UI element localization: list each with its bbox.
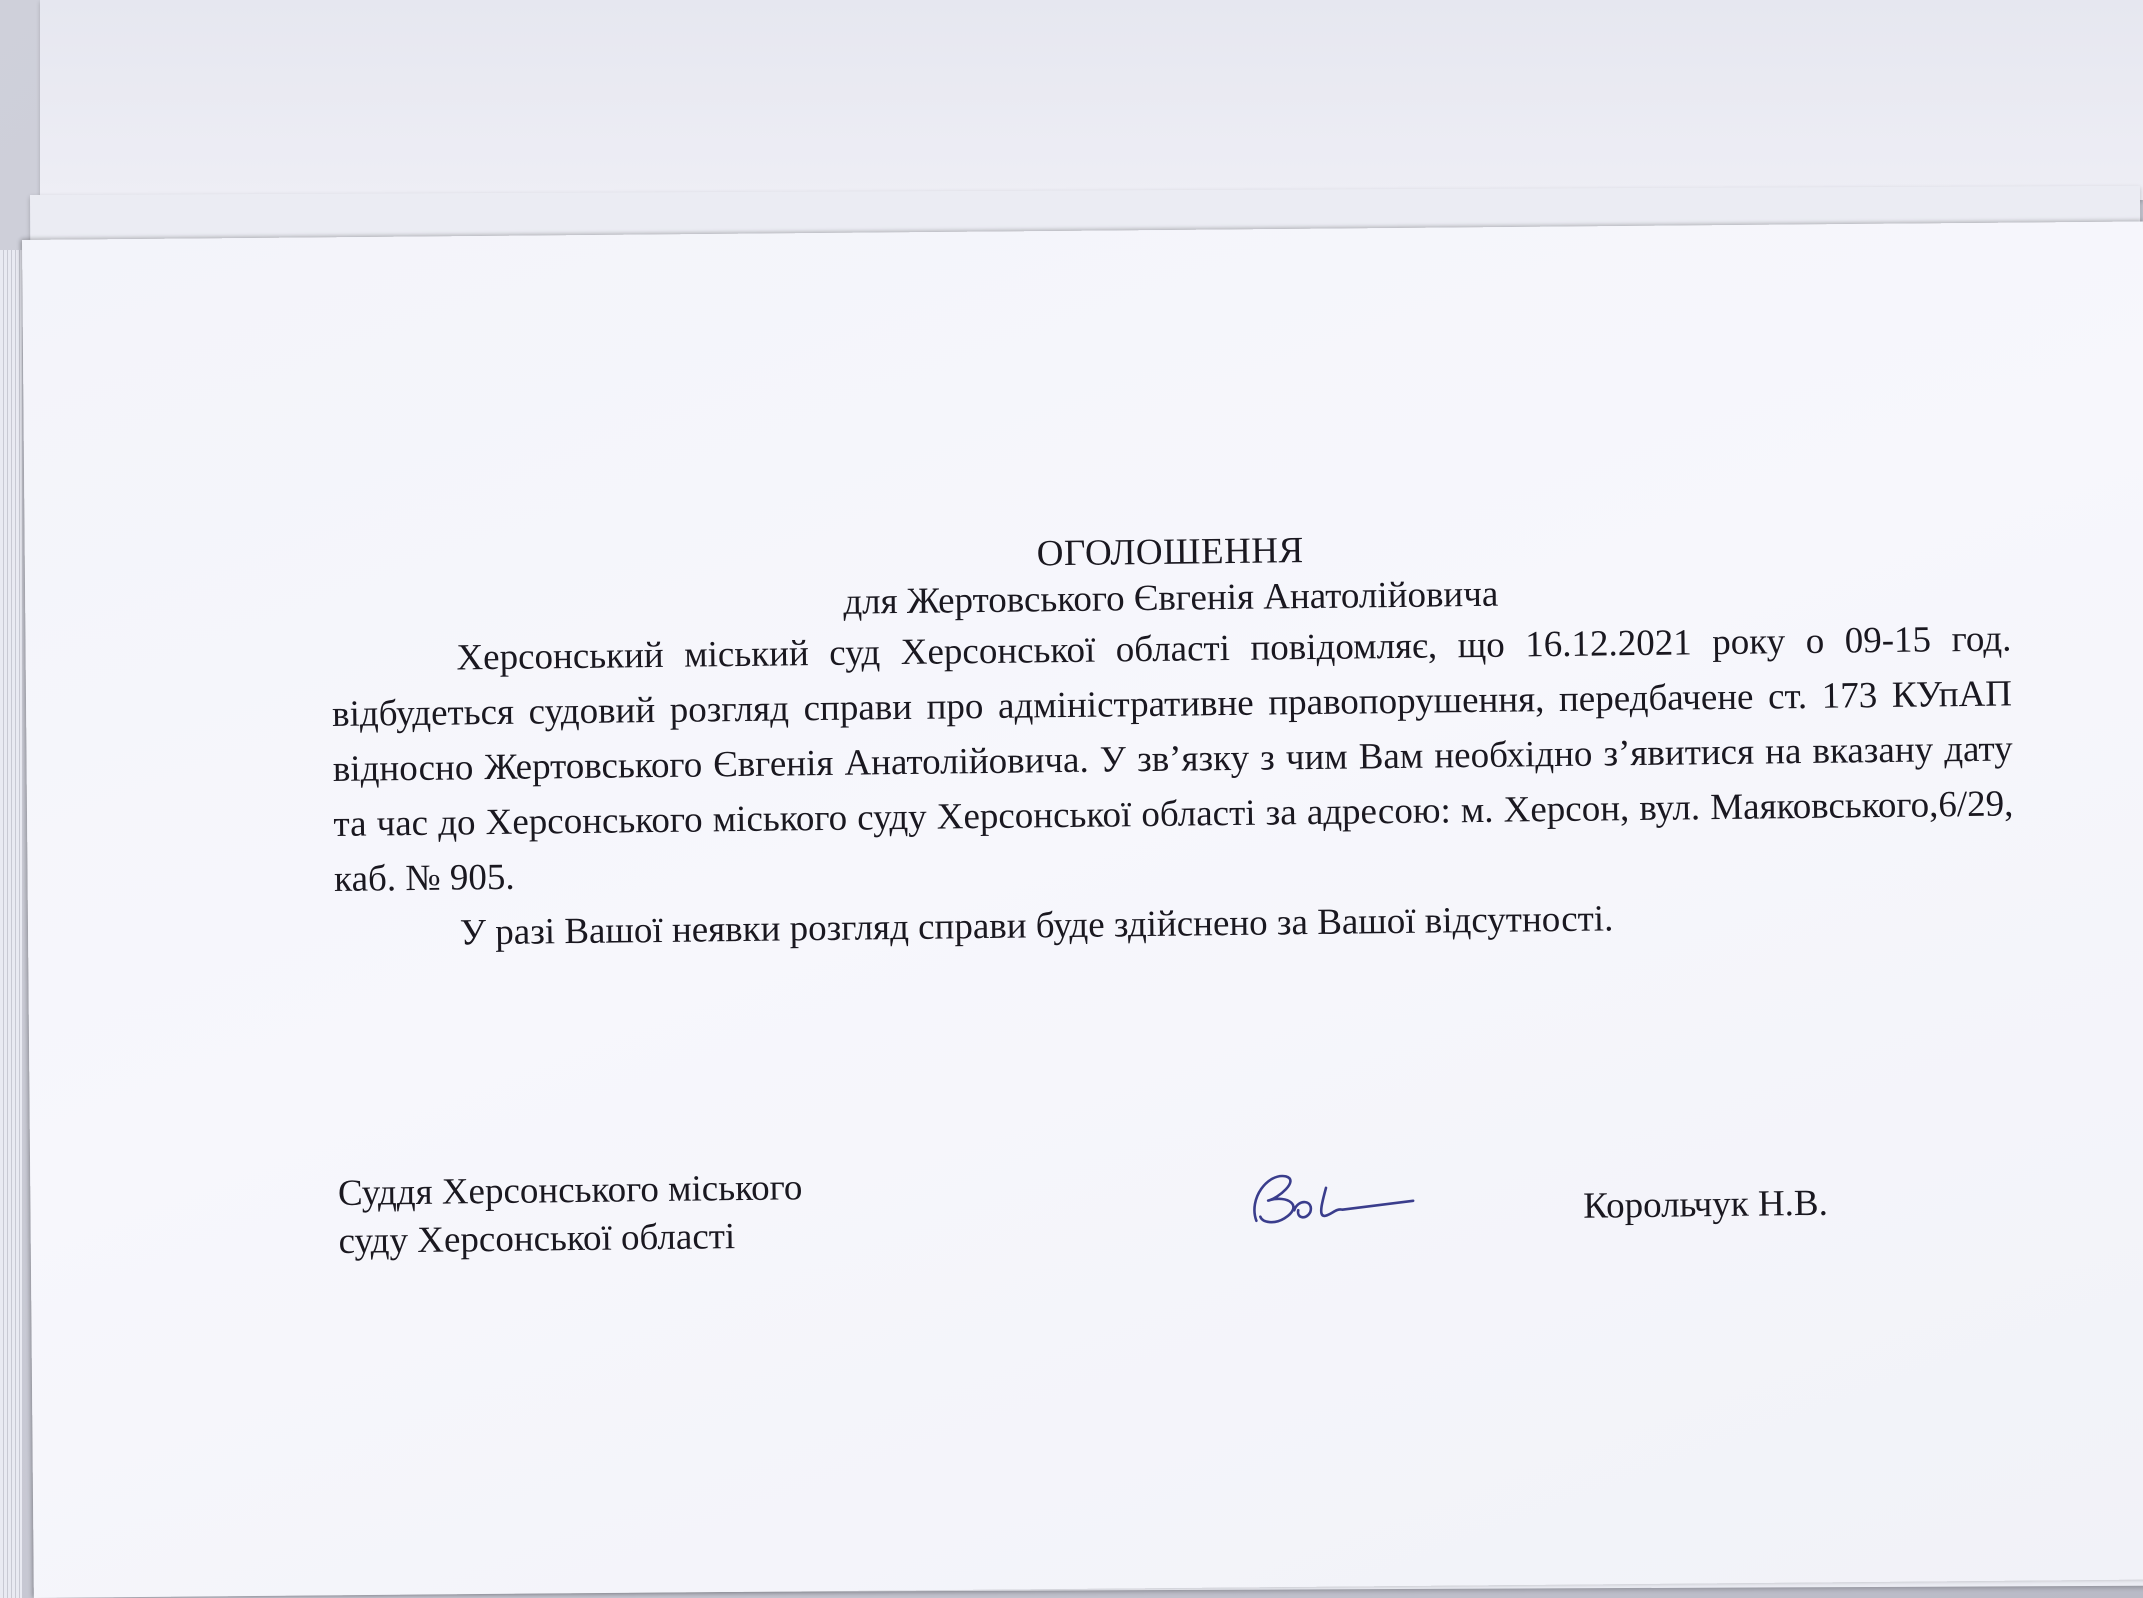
paper-stack-edges bbox=[0, 250, 22, 1598]
notice-title: ОГОЛОШЕННЯ bbox=[1036, 530, 1304, 575]
notice-document bbox=[330, 519, 2015, 1262]
signature-block bbox=[338, 1149, 2020, 1320]
judge-title-line2: суду Херсонської області bbox=[338, 1216, 736, 1262]
judge-name: Корольчук Н.В. bbox=[1582, 1182, 1829, 1227]
judge-title bbox=[338, 1161, 1039, 1266]
handwritten-signature-icon bbox=[1238, 1157, 1439, 1239]
paper-sheet-back bbox=[40, 0, 2143, 200]
notice-body: Херсонський міський суд Херсонської області повідомляє, що 16.12.2021 року о 09-15 год. відбудеться судовий розгляд справи про адміністративне правопорушення, передбачене ст. 173 КУпАП відносно Жертовського Євгенія Анатолійовича. У зв’язку з чим Вам необхідно з’явитися на вказану дату та час до Херсонського міського суду Херсонської області за адресою: м. Херсон, вул. Маяковського,6/29, каб. № 905. bbox=[331, 618, 2014, 900]
judge-title-line1: Суддя Херсонського міського bbox=[337, 1167, 803, 1214]
notice-warning: У разі Вашої неявки розгляд справи буде здійснено за Вашої відсутності. bbox=[459, 898, 1614, 954]
notice-recipient: для Жертовського Євгенія Анатолійовича bbox=[843, 573, 1499, 623]
